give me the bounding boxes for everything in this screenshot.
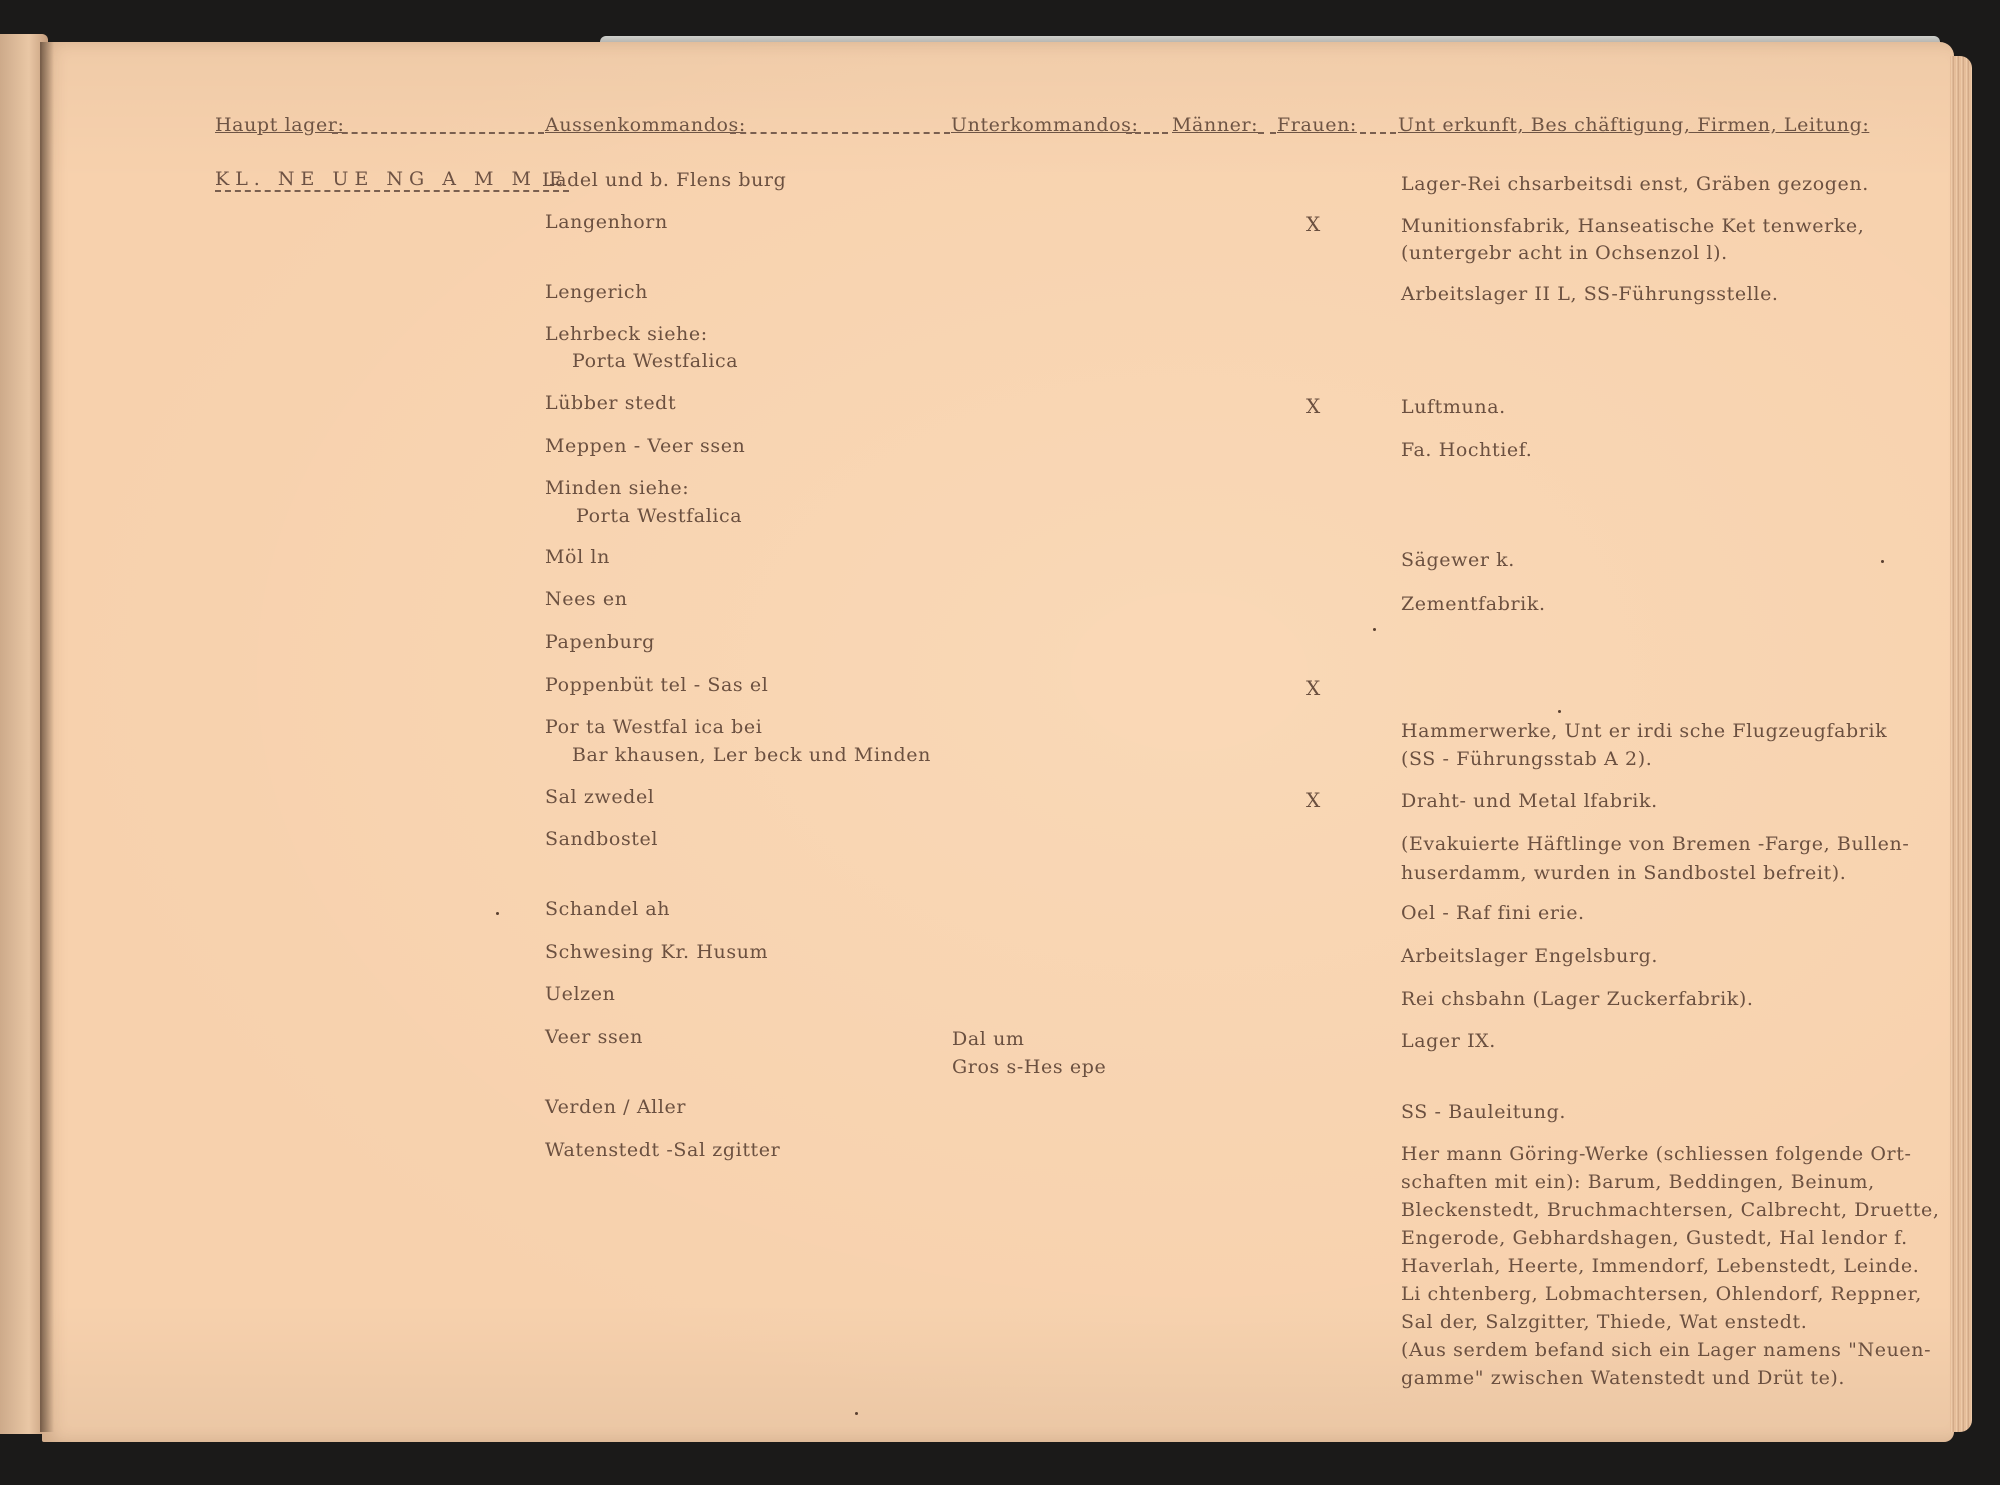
entry-detail: huserdamm, wurden in Sandbostel befreit). bbox=[1401, 862, 1847, 884]
entry-detail: Haverlah, Heerte, Immendorf, Lebenstedt, Leinde. bbox=[1401, 1255, 1920, 1277]
main-camp-name: KL. NE UE NG A M M E bbox=[215, 168, 569, 190]
entry-name: Ladel und b. Flens burg bbox=[542, 169, 787, 191]
entry-detail: Draht- und Metal lfabrik. bbox=[1401, 790, 1658, 812]
entry-detail: Zementfabrik. bbox=[1401, 593, 1546, 615]
entry-name-continued: Porta Westfalica bbox=[572, 350, 739, 372]
entry-name: Schandel ah bbox=[545, 898, 671, 920]
header-leader-line bbox=[1258, 132, 1276, 134]
entry-detail: Li chtenberg, Lobmachtersen, Ohlendorf, Reppner, bbox=[1401, 1283, 1922, 1305]
entry-detail: Sal der, Salzgitter, Thiede, Wat enstedt. bbox=[1401, 1311, 1808, 1333]
entry-detail: Oel - Raf fini erie. bbox=[1401, 902, 1585, 924]
paper-speck bbox=[1558, 710, 1561, 713]
entry-name: Meppen - Veer ssen bbox=[545, 435, 746, 457]
entry-detail: Sägewer k. bbox=[1401, 549, 1515, 571]
unterkommando-name: Gros s-Hes epe bbox=[952, 1056, 1107, 1078]
entry-detail: Hammerwerke, Unt er irdi sche Flugzeugfabrik bbox=[1401, 720, 1888, 742]
paper-speck bbox=[855, 1412, 858, 1415]
entry-name: Nees en bbox=[545, 588, 628, 610]
entry-name: Lehrbeck siehe: bbox=[545, 323, 708, 345]
header-leader-line bbox=[730, 132, 950, 134]
entry-detail: schaften mit ein): Barum, Beddingen, Beinum, bbox=[1401, 1171, 1875, 1193]
entry-name: Langenhorn bbox=[545, 211, 668, 233]
entry-detail: Arbeitslager II L, SS-Führungsstelle. bbox=[1401, 283, 1779, 305]
entry-name: Verden / Aller bbox=[545, 1096, 687, 1118]
header-hauptlager: Haupt lager: bbox=[215, 114, 345, 136]
entry-name: Sal zwedel bbox=[545, 786, 655, 808]
entry-name: Schwesing Kr. Husum bbox=[545, 941, 769, 963]
entry-detail: SS - Bauleitung. bbox=[1401, 1101, 1567, 1123]
frauen-mark: X bbox=[1306, 676, 1321, 700]
entry-name: Lübber stedt bbox=[545, 392, 677, 414]
header-aussenkommandos: Aussenkommandos: bbox=[545, 114, 746, 136]
entry-name: Poppenbüt tel - Sas el bbox=[545, 674, 769, 696]
entry-detail: gamme" zwischen Watenstedt und Drüt te). bbox=[1401, 1367, 1846, 1389]
entry-name-continued: Porta Westfalica bbox=[576, 505, 743, 527]
entry-detail: Arbeitslager Engelsburg. bbox=[1401, 945, 1659, 967]
paper-speck bbox=[496, 912, 499, 915]
paper-speck bbox=[1881, 560, 1884, 563]
entry-name: Watenstedt -Sal zgitter bbox=[545, 1139, 781, 1161]
header-frauen: Frauen: bbox=[1277, 114, 1357, 136]
entry-name: Minden siehe: bbox=[545, 477, 690, 499]
unterkommando-name: Dal um bbox=[952, 1028, 1025, 1050]
entry-name: Sandbostel bbox=[545, 828, 659, 850]
frauen-mark: X bbox=[1306, 212, 1321, 236]
entry-detail: Lager-Rei chsarbeitsdi enst, Gräben gezogen. bbox=[1401, 173, 1869, 195]
entry-detail: (SS - Führungsstab A 2). bbox=[1401, 748, 1653, 770]
entry-detail: Her mann Göring-Werke (schliessen folgende Ort- bbox=[1401, 1143, 1912, 1165]
entry-name: Papenburg bbox=[545, 631, 655, 653]
entry-detail: Munitionsfabrik, Hanseatische Ket tenwerke, bbox=[1401, 215, 1865, 237]
entry-name: Veer ssen bbox=[545, 1026, 643, 1048]
entry-detail: Bleckenstedt, Bruchmachtersen, Calbrecht, Druette, bbox=[1401, 1199, 1940, 1221]
entry-name: Por ta Westfal ica bei bbox=[545, 716, 763, 738]
entry-detail: (Aus serdem befand sich ein Lager namens "Neuen- bbox=[1401, 1339, 1932, 1361]
entry-detail: Fa. Hochtief. bbox=[1401, 439, 1533, 461]
entry-detail: Luftmuna. bbox=[1401, 396, 1506, 418]
entry-detail: Engerode, Gebhardshagen, Gustedt, Hal lendor f. bbox=[1401, 1227, 1908, 1249]
header-leader-line bbox=[1126, 132, 1168, 134]
header-unterkommandos: Unterkommandos: bbox=[951, 114, 1139, 136]
header-leader-line bbox=[1360, 132, 1396, 134]
entry-detail: (untergebr acht in Ochsenzol l). bbox=[1401, 242, 1728, 264]
entry-name: Uelzen bbox=[545, 983, 616, 1005]
entry-detail: (Evakuierte Häftlinge von Bremen -Farge, Bullen- bbox=[1401, 833, 1910, 855]
header-maenner: Männer: bbox=[1172, 114, 1259, 136]
frauen-mark: X bbox=[1306, 394, 1321, 418]
frauen-mark: X bbox=[1306, 788, 1321, 812]
header-details: Unt erkunft, Bes chäftigung, Firmen, Leitung: bbox=[1398, 114, 1870, 136]
entry-name: Lengerich bbox=[545, 281, 648, 303]
entry-detail: Rei chsbahn (Lager Zuckerfabrik). bbox=[1401, 988, 1754, 1010]
paper-speck bbox=[1373, 628, 1376, 631]
entry-name: Möl ln bbox=[545, 546, 610, 568]
entry-detail: Lager IX. bbox=[1401, 1030, 1496, 1052]
header-leader-line bbox=[332, 132, 544, 134]
entry-name-continued: Bar khausen, Ler beck und Minden bbox=[572, 744, 931, 766]
